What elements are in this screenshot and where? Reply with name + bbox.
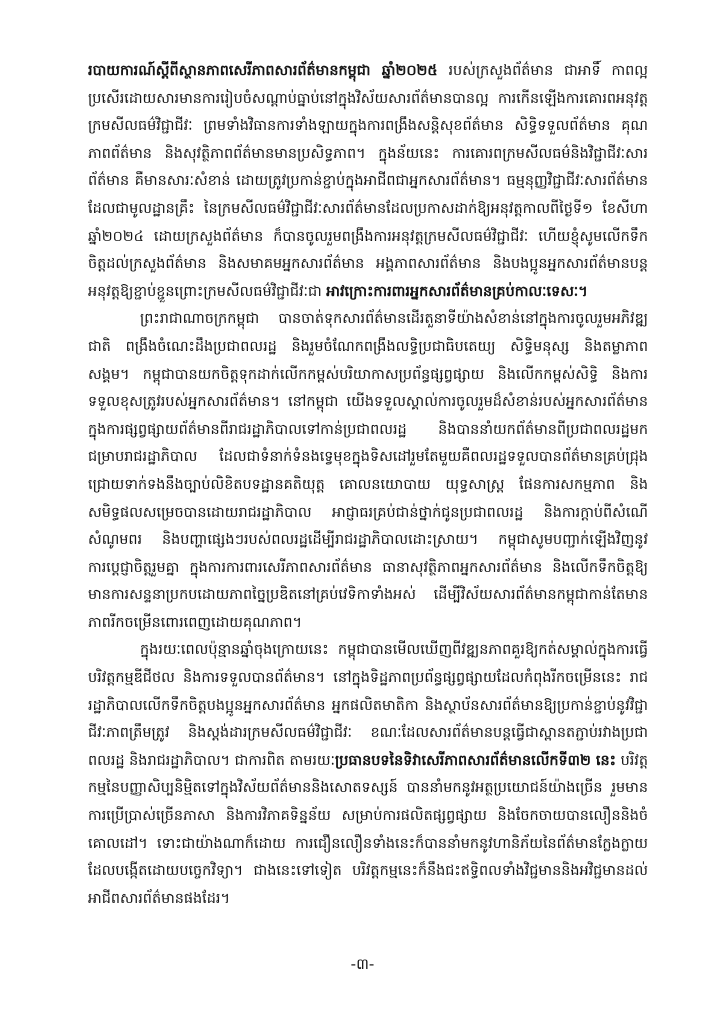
paragraph-3-text-a: ក្នុងរយៈពេលប៉ុន្មានឆ្នាំចុងក្រោយនេះ កម្ពុជាបានមើលឃើញពីវឌ្ឍនភាពគួរឱ្យកត់សម្គាល់ក្នុងការធ្វើបរិវត្តកម្មឌីជីថល និងការទទួលបានព័ត៌មាន។ នៅក្នុងទិដ្ឋភាពប្រព័ន្ធផ្សព្វផ្សាយដែលកំពុងរីកចម្រើននេះ រាជរដ្ឋាភិបាលលើកទឹកចិត្តបងប្អូនអ្នកសារព័ត៌មាន អ្នកផលិតមាតិកា និងស្ថាប័នសារព័ត៌មានឱ្យប្រកាន់ខ្ជាប់នូវវិជ្ជាជីវៈភាពត្រឹមត្រូវ និងស្តង់ដារក្រមសីលធម៌វិជ្ជាជីវៈ ខណៈដែលសារព័ត៌មានបន្តធ្វើជាស្ពានតភ្ជាប់រវាងប្រជាពលរដ្ឋ និងរាជរដ្ឋាភិបាល។ ជាការពិត តាមរយៈ bbox=[88, 642, 648, 769]
paragraph-1-text: របស់ក្រសួងព័ត៌មាន ជាអាទិ៍ កាពល្អប្រសើរដោយសារមានការរៀបចំសណ្តាប់ធ្នាប់នៅក្នុងវិស័យសារព័ត៌មានបានល្អ ការកើនឡើងការគោរពអនុវត្តក្រមសីលធម៌វិជ្ជាជីវៈ ព្រមទាំងវិធានការទាំងឡាយក្នុងការពង្រឹងសន្តិសុខព័ត៌មាន សិទ្ធិទទួលព័ត៌មាន គុណភាពព័ត៌មាន និងសុវត្ថិភាពព័ត៌មានមានប្រសិទ្ធភាព។ ក្នុងន័យនេះ ការគោរពក្រមសីលធម៌និងវិជ្ជាជីវៈសារព័ត៌មាន គឺមានសារៈសំខាន់ ដោយត្រូវប្រកាន់ខ្ជាប់ក្នុងអាជីពជាអ្នកសារព័ត៌មាន។ ធម្មនុញ្ញវិជ្ជាជីវៈសារព័ត៌មានដែលជាមូលដ្ឋានគ្រឹះ នៃក្រមសីលធម៌វិជ្ជាជីវៈសារព័ត៌មានដែលប្រកាសដាក់ឱ្យអនុវត្តកាលពីថ្ងៃទី១ ខែសីហា ឆ្នាំ២០២៤ ដោយក្រសួងព័ត៌មាន ក៏បានចូលរួមពង្រឹងការអនុវត្តក្រមសីលធម៌វិជ្ជាជីវៈ ហើយខ្ញុំសូមលើកទឹកចិត្តដល់ក្រសួងព័ត៌មាន និងសមាគមអ្នកសារព័ត៌មាន អង្គភាពសារព័ត៌មាន និងបងប្អូនអ្នកសារព័ត៌មានបន្តអនុវត្តឱ្យខ្ជាប់ខ្ជួនព្រោះក្រមសីលធម៌វិជ្ជាជីវៈជា bbox=[88, 63, 648, 300]
paragraph-3-bold-theme: ប្រធានបទនៃទិវាសេរីភាពសារព័ត៌មានលើកទី៣២ នេះ bbox=[335, 752, 616, 769]
report-title-bold: របាយការណ៍ស្តីពីស្ថានភាពសេរីភាពសារព័ត៌មានកម្ពុជា ឆ្នាំ២០២៥ bbox=[88, 63, 438, 79]
document-body bbox=[88, 58, 648, 913]
paragraph-2: ព្រះរាជាណាចក្រកម្ពុជា បានចាត់ទុកសារព័ត៌មានដើរតួនាទីយ៉ាងសំខាន់នៅក្នុងការចូលរួមអភិវឌ្ឍជាតិ ពង្រឹងចំណេះដឹងប្រជាពលរដ្ឋ និងរួមចំណែកពង្រឹងលទ្ធិប្រជាធិបតេយ្យ សិទ្ធិមនុស្ស និងតម្លាភាពសង្គម។ កម្ពុជាបានយកចិត្តទុកដាក់លើកកម្ពស់បរិយាកាសប្រព័ន្ធផ្សព្វផ្សាយ និងលើកកម្ពស់សិទ្ធិ និងការទទួលខុសត្រូវរបស់អ្នកសារព័ត៌មាន។ នៅកម្ពុជា យើងទទួលស្គាល់ការចូលរួមដ៏សំខាន់របស់អ្នកសារព័ត៌មាន ក្នុងការផ្សព្វផ្សាយព័ត៌មានពីរាជរដ្ឋាភិបាលទៅកាន់ប្រជាពលរដ្ឋ និងបាននាំយកព័ត៌មានពីប្រជាពលរដ្ឋមកជម្រាបរាជរដ្ឋាភិបាល ដែលជាទំនាក់ទំនងទ្វេមុខក្នុងទិសដៅរួមតែមួយគឺពលរដ្ឋទទួលបានព័ត៌មានគ្រប់ជ្រុងជ្រោយទាក់ទងនឹងច្បាប់លិខិតបទដ្ឋានគតិយុត្ត គោលនយោបាយ យុទ្ធសាស្ត្រ ផែនការសកម្មភាព និងសមិទ្ធផលសម្រេចបានដោយរាជរដ្ឋាភិបាល អាជ្ញាធរគ្រប់ជាន់ថ្នាក់ជូនប្រជាពលរដ្ឋ និងការក្តាប់ពីសំណើសំណូមពរ និងបញ្ហាផ្សេងៗរបស់ពលរដ្ឋដើម្បីរាជរដ្ឋាភិបាលដោះស្រាយ។ កម្ពុជាសូមបញ្ជាក់ឡើងវិញនូវការប្តេជ្ញាចិត្តរួមគ្នា ក្នុងការការពារសេរីភាពសារព័ត៌មាន ធានាសុវត្ថិភាពអ្នកសារព័ត៌មាន និងលើកទឹកចិត្តឱ្យមានការសន្ទនាប្រកបដោយភាពច្នៃប្រឌិតនៅគ្រប់វេទិកាទាំងអស់ ដើម្បីវិស័យសារព័ត៌មានកម្ពុជាកាន់តែមានភាពរីកចម្រើនពោរពេញដោយគុណភាព។ bbox=[88, 311, 648, 631]
paragraph-1-bold-ending: អាវក្រោះការពារអ្នកសារព័ត៌មានគ្រប់កាលៈទេសៈ។ bbox=[326, 283, 588, 300]
paragraph-3 bbox=[88, 637, 648, 913]
paragraph-1 bbox=[88, 58, 648, 306]
paragraph-3-text-b: បរិវត្តកម្មនៃបញ្ញាសិប្បនិម្មិតទៅក្នុងវិស័យព័ត៌មាននិងសោតទស្សន៍ បាននាំមកនូវអត្ថប្រយោជន៍យ៉ាងច្រើន រួមមានការប្រើប្រាស់ច្រើនភាសា និងការវិភាគទិន្នន័យ សម្រាប់ការផលិតផ្សព្វផ្សាយ និងចែកចាយបានលឿននិងចំគោលដៅ។ ទោះជាយ៉ាងណាក៏ដោយ ការជឿនលឿនទាំងនេះក៏បាននាំមកនូវហានិភ័យនៃព័ត៌មានក្លែងក្លាយ ដែលបង្កើតដោយបច្ចេកវិទ្យា។ ជាងនេះទៅទៀត បរិវត្តកម្មនេះក៏នឹងជះឥទ្ធិពលទាំងវិជ្ជមាននិងអវិជ្ជមានដល់អាជីពសារព័ត៌មានផងដែរ។ bbox=[88, 752, 648, 907]
page-number: -៣- bbox=[350, 955, 375, 973]
